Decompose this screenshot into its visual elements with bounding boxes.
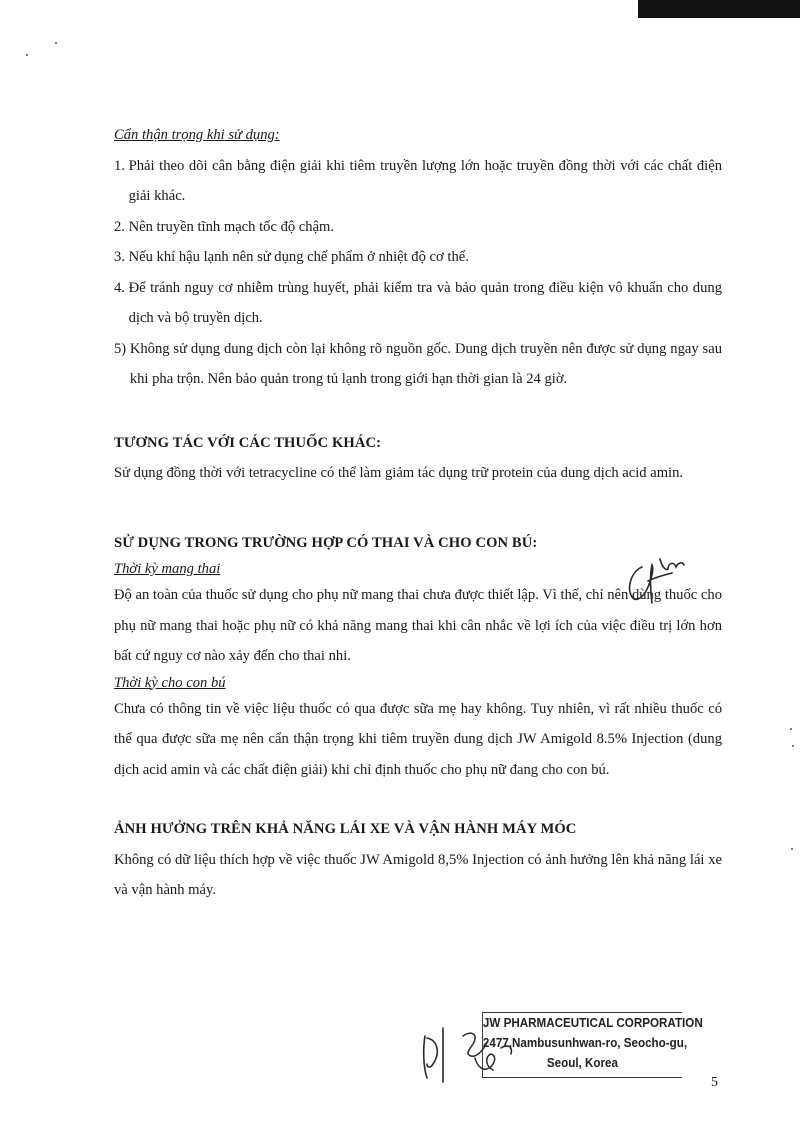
stamp-company-name: JW PHARMACEUTICAL CORPORATION bbox=[482, 1016, 703, 1030]
driving-text: Không có dữ liệu thích hợp về việc thuốc JW Amigold 8,5% Injection có ảnh hưởng lên khả năng lái xe và vận hành máy. bbox=[114, 851, 722, 898]
item-number: 1. bbox=[114, 157, 129, 174]
driving-heading: ẢNH HƯỞNG TRÊN KHẢ NĂNG LÁI XE VÀ VẬN HÀNH MÁY MÓC bbox=[114, 821, 577, 837]
stamp-city: Seoul, Korea bbox=[546, 1056, 618, 1070]
interactions-heading: TƯƠNG TÁC VỚI CÁC THUỐC KHÁC: bbox=[114, 434, 382, 451]
interactions-text: Sử dụng đồng thời với tetracycline có thể làm giảm tác dụng trữ protein của dung dịch acid amin. bbox=[114, 465, 684, 481]
pregnancy-heading: SỬ DỤNG TRONG TRƯỜNG HỢP CÓ THAI VÀ CHO CON BÚ: bbox=[114, 534, 538, 551]
signature-initials bbox=[622, 553, 702, 608]
scan-speck bbox=[55, 42, 57, 44]
precaution-item-4 bbox=[114, 273, 722, 334]
lactation-subtitle: Thời kỳ cho con bú bbox=[114, 674, 226, 691]
item-text: Phải theo dõi cân bằng điện giải khi tiêm truyền lượng lớn hoặc truyền đồng thời với các chất điện giải khác. bbox=[128, 157, 722, 204]
scan-speck bbox=[790, 728, 792, 730]
item-number: 4. bbox=[114, 279, 129, 296]
scan-speck bbox=[791, 848, 793, 850]
item-text: Để tránh nguy cơ nhiễm trùng huyết, phải kiểm tra và bảo quản trong điều kiện vô khuẩn cho dung dịch và bộ truyền dịch. bbox=[128, 279, 722, 326]
precaution-item-2 bbox=[114, 212, 722, 243]
item-text: Không sử dụng dung dịch còn lại không rõ nguồn gốc. Dung dịch truyền nên được sử dụng ngay sau khi pha trộn. Nên bảo quản trong tủ lạnh trong giới hạn thời gian là 24 giờ. bbox=[129, 340, 722, 387]
item-number: 3. bbox=[114, 249, 129, 265]
item-text: Nên truyền tĩnh mạch tốc độ chậm. bbox=[128, 218, 335, 235]
page-number: 5 bbox=[711, 1075, 718, 1090]
company-stamp bbox=[482, 1012, 703, 1078]
item-number: 2. bbox=[114, 218, 129, 235]
scan-speck bbox=[26, 54, 28, 56]
precaution-item-3 bbox=[114, 242, 722, 273]
pregnancy-subtitle: Thời kỳ mang thai bbox=[114, 561, 221, 577]
precaution-item-1 bbox=[114, 151, 722, 212]
precaution-item-5 bbox=[114, 334, 722, 395]
item-number: 5) bbox=[114, 340, 130, 357]
scan-edge-bar bbox=[638, 0, 800, 18]
precautions-title: Cẩn thận trọng khi sử dụng: bbox=[114, 127, 280, 143]
scan-speck bbox=[792, 745, 794, 747]
lactation-text: Chưa có thông tin về việc liệu thuốc có qua được sữa mẹ hay không. Tuy nhiên, vì rất nhiều thuốc có thể qua được sữa mẹ nên cẩn thận trọng khi tiêm truyền dung dịch JW Amigold 8.5% Injection (dung dịch acid amin và các chất điện giải) khi chỉ định thuốc cho phụ nữ đang cho con bú. bbox=[114, 700, 722, 778]
item-text: Nếu khí hậu lạnh nên sử dụng chế phẩm ở nhiệt độ cơ thể. bbox=[128, 249, 469, 265]
pregnancy-text: Độ an toàn của thuốc sử dụng cho phụ nữ mang thai chưa được thiết lập. Vì thế, chỉ nên dùng thuốc cho phụ nữ mang thai hoặc phụ nữ có khả năng mang thai khi cân nhắc về lợi ích của việc điều trị lớn hơn bất cứ nguy cơ nào xảy đến cho thai nhi. bbox=[114, 587, 722, 664]
document-body bbox=[114, 120, 722, 906]
stamp-address: 2477,Nambusunhwan-ro, Seocho-gu, bbox=[482, 1036, 688, 1050]
